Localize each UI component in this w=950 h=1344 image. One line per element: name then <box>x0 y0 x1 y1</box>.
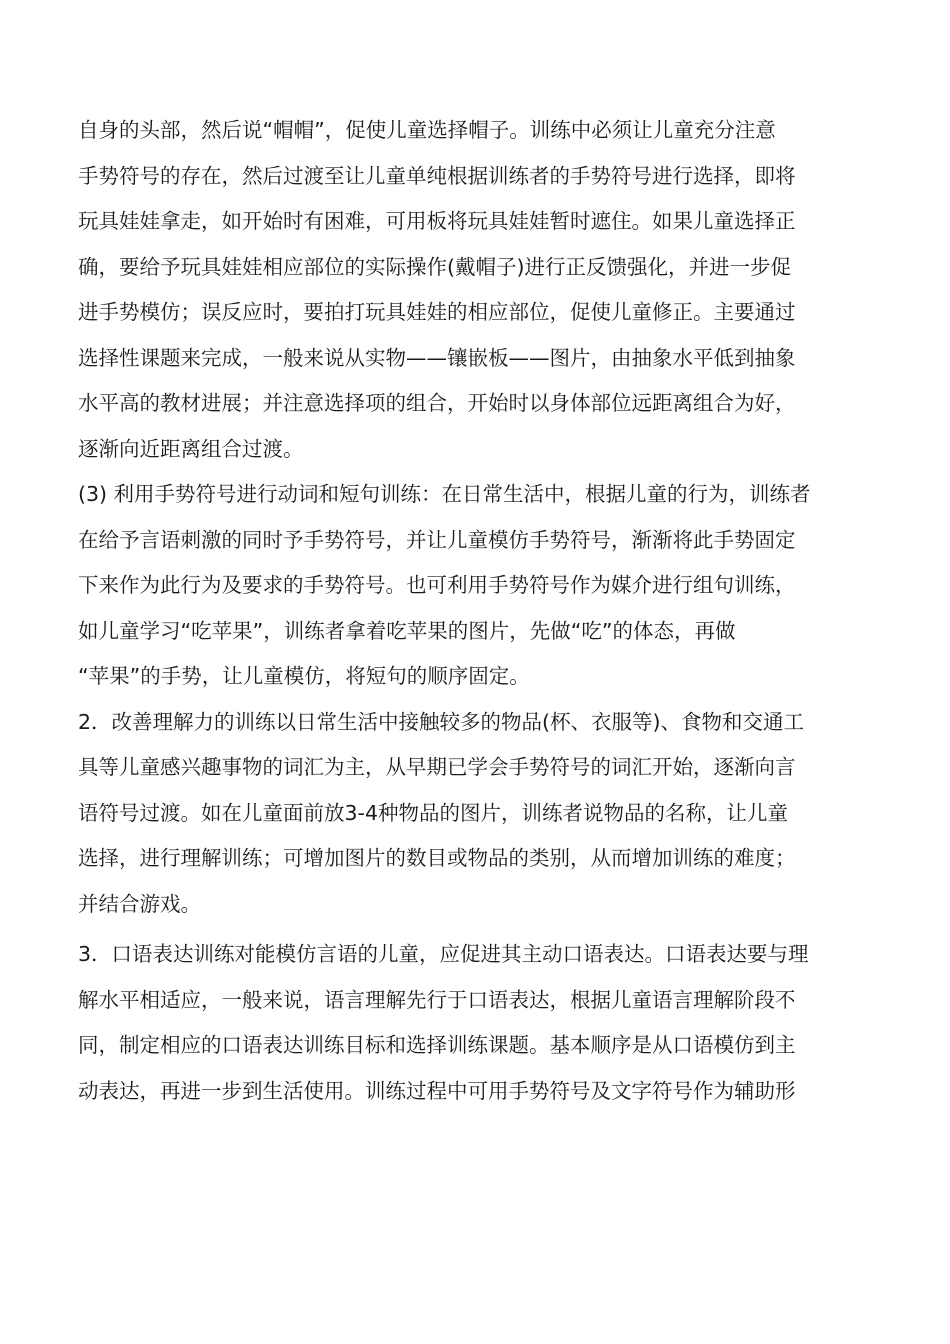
text-line: 水平高的教材进展；并注意选择项的组合，开始时以身体部位远距离组合为好， <box>78 391 796 415</box>
text-line: 下来作为此行为及要求的手势符号。也可利用手势符号作为媒介进行组句训练， <box>78 573 796 597</box>
text-line: 具等儿童感兴趣事物的词汇为主，从早期已学会手势符号的词汇开始，逐渐向言 <box>78 755 796 779</box>
section-3-heading-line: 3．口语表达训练对能模仿言语的儿童，应促进其主动口语表达。口语表达要与理 <box>78 942 809 966</box>
text-line: 解水平相适应，一般来说，语言理解先行于口语表达，根据儿童语言理解阶段不 <box>78 987 796 1012</box>
text-line: 同，制定相应的口语表达训练目标和选择训练课题。基本顺序是从口语模仿到主 <box>78 1033 796 1057</box>
text-line: 并结合游戏。 <box>78 891 201 916</box>
text-line: 动表达，再进一步到生活使用。训练过程中可用手势符号及文字符号作为辅助形 <box>78 1078 796 1103</box>
text-line: 玩具娃娃拿走，如开始时有困难，可用板将玩具娃娃暂时遮住。如果儿童选择正 <box>78 209 796 233</box>
text-line: 选择，进行理解训练；可增加图片的数目或物品的类别，从而增加训练的难度； <box>78 846 796 870</box>
text-line: 进手势模仿；误反应时，要拍打玩具娃娃的相应部位，促使儿童修正。主要通过 <box>78 300 796 324</box>
text-line: “苹果”的手势，让儿童模仿，将短句的顺序固定。 <box>78 664 530 688</box>
text-line: 逐渐向近距离组合过渡。 <box>78 436 304 461</box>
text-line: 在给予言语刺激的同时予手势符号，并让儿童模仿手势符号，渐渐将此手势固定 <box>78 527 796 552</box>
text-line: 选择性课题来完成，一般来说从实物——镶嵌板——图片，由抽象水平低到抽象 <box>78 345 796 370</box>
text-line: 手势符号的存在，然后过渡至让儿童单纯根据训练者的手势符号进行选择，即将 <box>78 163 796 188</box>
text-line: 如儿童学习“吃苹果”，训练者拿着吃苹果的图片，先做“吃”的体态，再做 <box>78 618 736 643</box>
paragraph-3-start: (3) 利用手势符号进行动词和短句训练：在日常生活中，根据儿童的行为，训练者 <box>78 482 811 506</box>
text-line: 语符号过渡。如在儿童面前放3-4种物品的图片，训练者说物品的名称，让儿童 <box>78 800 788 825</box>
section-2-heading-line: 2．改善理解力的训练以日常生活中接触较多的物品(杯、衣服等)、食物和交通工 <box>78 709 805 734</box>
text-line: 确，要给予玩具娃娃相应部位的实际操作(戴帽子)进行正反馈强化，并进一步促 <box>78 254 791 279</box>
text-line: 自身的头部，然后说“帽帽”，促使儿童选择帽子。训练中必须让儿童充分注意 <box>78 118 776 142</box>
document-page <box>78 108 878 1114</box>
